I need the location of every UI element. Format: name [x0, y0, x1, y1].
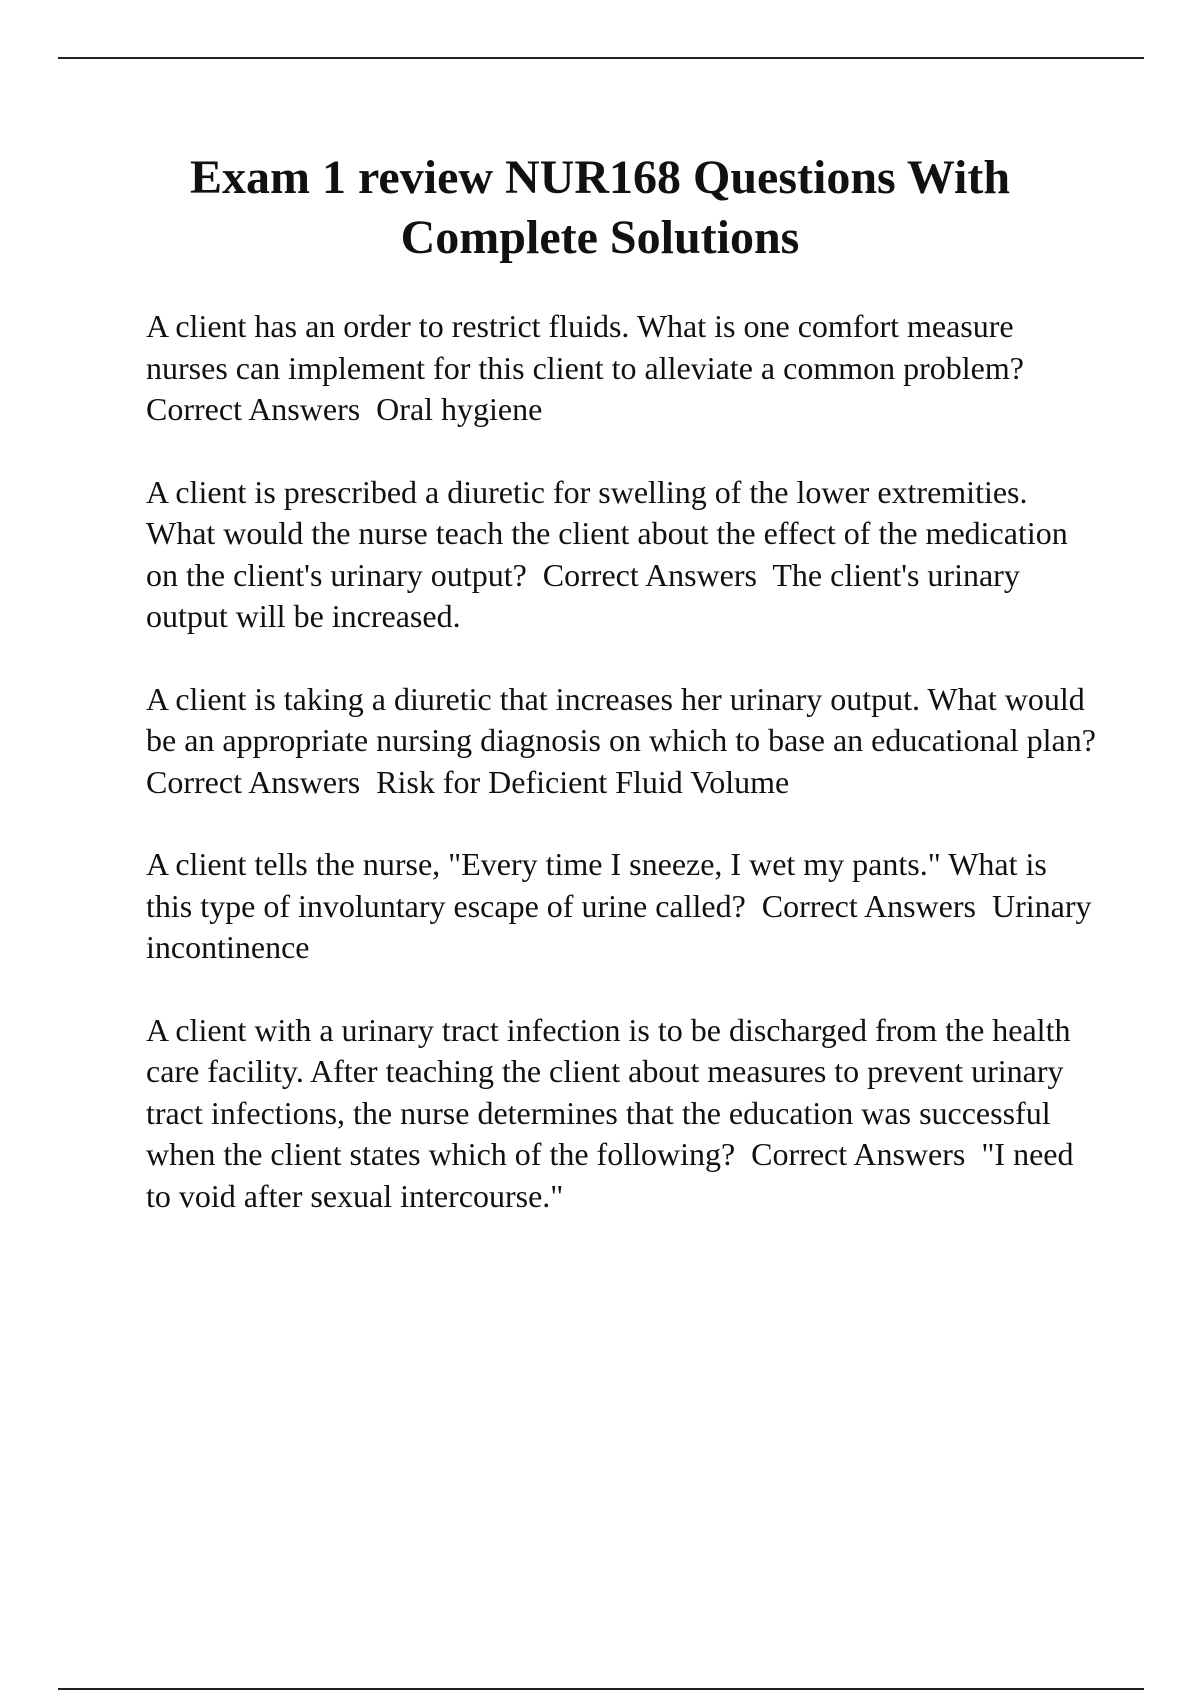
qa-item	[146, 306, 1096, 431]
answer-text: "I need to void after sexual intercourse."	[146, 1136, 1082, 1214]
document-title: Exam 1 review NUR168 Questions With Complete Solutions	[189, 151, 1011, 264]
qa-item	[146, 1010, 1096, 1218]
answer-label: Correct Answers	[542, 556, 757, 593]
top-rule	[58, 57, 1144, 59]
qa-item	[146, 844, 1100, 969]
answer-label: Correct Answers	[761, 887, 976, 924]
answer-text: The client's urinary output will be increased.	[146, 556, 1028, 634]
qa-item	[146, 472, 1096, 638]
question-text: A client is taking a diuretic that increases her urinary output. What would be an appropriate nursing diagnosis on which to base an educational plan?	[146, 680, 1096, 758]
bottom-rule	[58, 1688, 1144, 1690]
answer-text: Risk for Deficient Fluid Volume	[376, 763, 790, 800]
qa-item	[146, 679, 1096, 804]
question-text: A client is prescribed a diuretic for swelling of the lower extremities. What would the nurse teach the client about the effect of the medication on the client's urinary output?	[146, 473, 1076, 593]
answer-label: Correct Answers	[146, 391, 361, 427]
answer-text: Oral hygiene	[376, 391, 543, 427]
answer-label: Correct Answers	[751, 1136, 966, 1172]
answer-text: Urinary incontinence	[146, 887, 1100, 965]
question-text: A client with a urinary tract infection is to be discharged from the health care facility. After teaching the client about measures to prevent urinary tract infections, the nurse determines that the education was successful when the client states which of the following?	[146, 1011, 1079, 1172]
question-text: A client tells the nurse, "Every time I sneeze, I wet my pants." What is this type of involuntary escape of urine called?	[146, 846, 1055, 924]
answer-label: Correct Answers	[146, 763, 361, 800]
qa-list	[146, 306, 1100, 1258]
question-text: A client has an order to restrict fluids. What is one comfort measure nurses can implement for this client to alleviate a common problem?	[146, 308, 1024, 386]
